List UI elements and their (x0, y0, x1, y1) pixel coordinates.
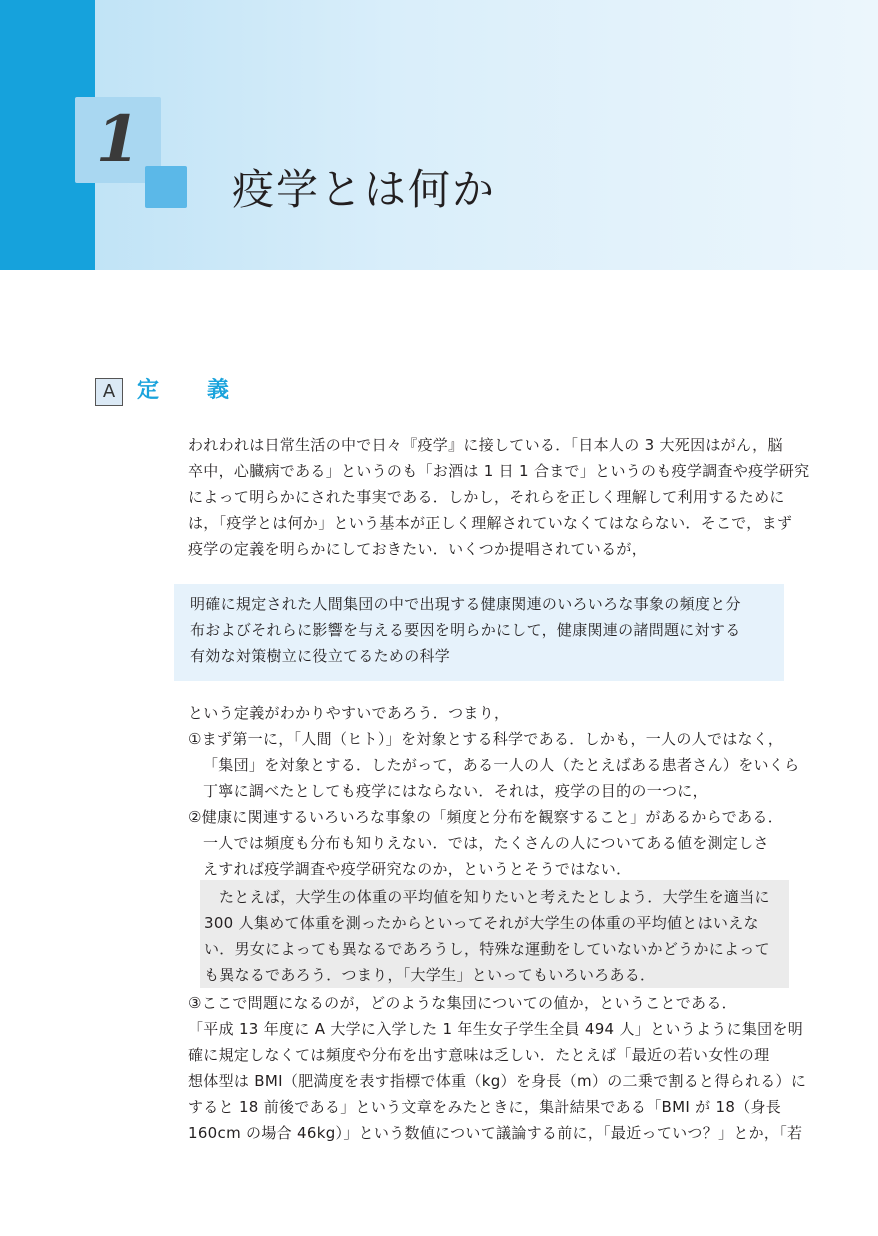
chapter-title: 疫学とは何か (232, 165, 497, 214)
point-2-line: 一人では頻度も分布も知りえない．では，たくさんの人についてある値を測定しさ (203, 834, 769, 852)
intro-line: 卒中，心臓病である」というのも「お酒は 1 日 1 合まで」というのも疫学調査や疫学研究 (188, 462, 810, 480)
point-2-line: えすれば疫学調査や疫学研究なのか，というとそうではない． (203, 860, 632, 878)
example-text (204, 884, 784, 988)
point-3-line: ③ここで問題になるのが，どのような集団についての値か，ということである． (188, 994, 737, 1012)
example-line: 300 人集めて体重を測ったからといってそれが大学生の体重の平均値とはいえな (204, 914, 759, 932)
definition-line: 明確に規定された人間集団の中で出現する健康関連のいろいろな事象の頻度と分 (190, 595, 741, 613)
point-3-line: 想体型は BMI（肥満度を表す指標で体重（kg）を身長（m）の二乗で割ると得られる）に (188, 1072, 807, 1090)
chapter-number: 1 (95, 102, 141, 177)
point-3-line: 確に規定しなくては頻度や分布を出す意味は乏しい．たとえば「最近の若い女性の理 (188, 1046, 770, 1064)
after-definition-text (188, 700, 786, 726)
intro-line: は，「疫学とは何か」という基本が正しく理解されていなくてはならない．そこで，まず (188, 514, 793, 532)
point-2 (188, 804, 786, 882)
point-1-line: ①まず第一に，「人間（ヒト）」を対象とする科学である．しかも，一人の人ではなく， (188, 730, 784, 748)
point-2-line: ②健康に関連するいろいろな事象の「頻度と分布を観察すること」があるからである． (188, 808, 784, 826)
point-1 (188, 726, 800, 804)
section-letter-badge: A (95, 378, 123, 406)
intro-line: われわれは日常生活の中で日々『疫学』に接している．「日本人の 3 大死因はがん，脳 (188, 436, 783, 454)
example-line: い．男女によっても異なるであろうし，特殊な運動をしていないかどうかによって (204, 940, 770, 958)
intro-line: によって明らかにされた事実である．しかし，それらを正しく理解して利用するために (188, 488, 785, 506)
example-line: も異なるであろう．つまり，「大学生」といってもいろいろある． (204, 966, 656, 984)
intro-paragraph (188, 432, 810, 562)
point-1-line: 丁寧に調べたとしても疫学にはならない．それは，疫学の目的の一つに， (203, 782, 708, 800)
definition-text (190, 591, 774, 669)
point-3 (188, 990, 807, 1146)
after-definition-line: という定義がわかりやすいであろう．つまり， (188, 704, 510, 722)
point-3-line: 160cm の場合 46kg）」という数値について議論する前に，「最近っていつ？」とか，「若 (188, 1124, 803, 1142)
definition-line: 有効な対策樹立に役立てるための科学 (190, 647, 451, 665)
point-3-line: 「平成 13 年度に A 大学に入学した 1 年生女子学生全員 494 人」というように集団を明 (188, 1020, 804, 1038)
point-1-line: 「集団」を対象とする．したがって，ある一人の人（たとえばある患者さん）をいくら (203, 756, 800, 774)
definition-line: 布およびそれらに影響を与える要因を明らかにして，健康関連の諸問題に対する (190, 621, 741, 639)
section-title: 定義 (137, 378, 278, 403)
point-3-line: すると 18 前後である」という文章をみたときに，集計結果である「BMI が 18（身長 (188, 1098, 782, 1116)
example-line: たとえば，大学生の体重の平均値を知りたいと考えたとしよう．大学生を適当に (219, 888, 770, 906)
intro-line: 疫学の定義を明らかにしておきたい．いくつか提唱されているが， (188, 540, 648, 558)
